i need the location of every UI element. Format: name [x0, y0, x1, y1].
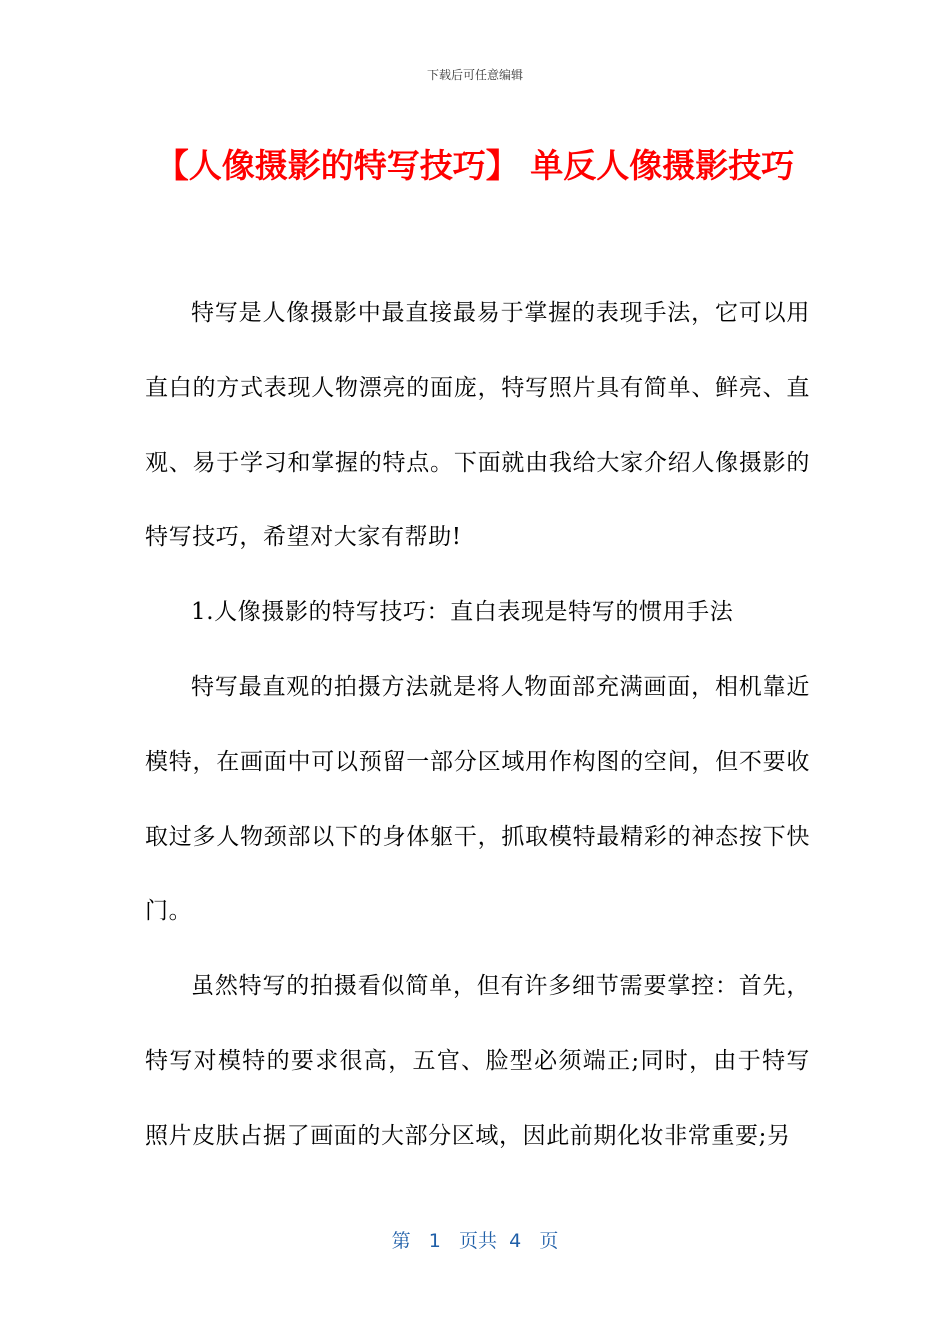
page-footer — [0, 1226, 950, 1253]
footer-mid: 页共 — [459, 1230, 498, 1252]
footer-page-number: 1 — [428, 1230, 441, 1252]
document-body — [145, 276, 810, 1174]
paragraph-closeup-method: 特写最直观的拍摄方法就是将人物面部充满画面，相机靠近模特，在画面中可以预留一部分区域用作构图的空间，但不要收取过多人物颈部以下的身体躯干，抓取模特最精彩的神态按下快门。 — [145, 673, 810, 925]
footer-total-pages: 4 — [509, 1230, 522, 1252]
footer-prefix: 第 — [391, 1230, 411, 1252]
paragraph-section-heading: 1.人像摄影的特写技巧：直白表现是特写的惯用手法 — [191, 599, 734, 626]
footer-suffix: 页 — [539, 1230, 559, 1252]
page-title: 【人像摄影的特写技巧】 单反人像摄影技巧 — [155, 146, 795, 185]
paragraph-closeup-details: 虽然特写的拍摄看似简单，但有许多细节需要掌控：首先，特写对模特的要求很高，五官、脸型必须端正;同时，由于特写照片皮肤占据了画面的大部分区域，因此前期化妆非常重要;另 — [145, 973, 810, 1149]
paragraph-intro: 特写是人像摄影中最直接最易于掌握的表现手法，它可以用直白的方式表现人物漂亮的面庞，特写照片具有简单、鲜亮、直观、易于学习和掌握的特点。下面就由我给大家介绍人像摄影的特写技巧，希望对大家有帮助! — [145, 300, 810, 551]
header-note: 下载后可任意编辑 — [426, 68, 523, 82]
